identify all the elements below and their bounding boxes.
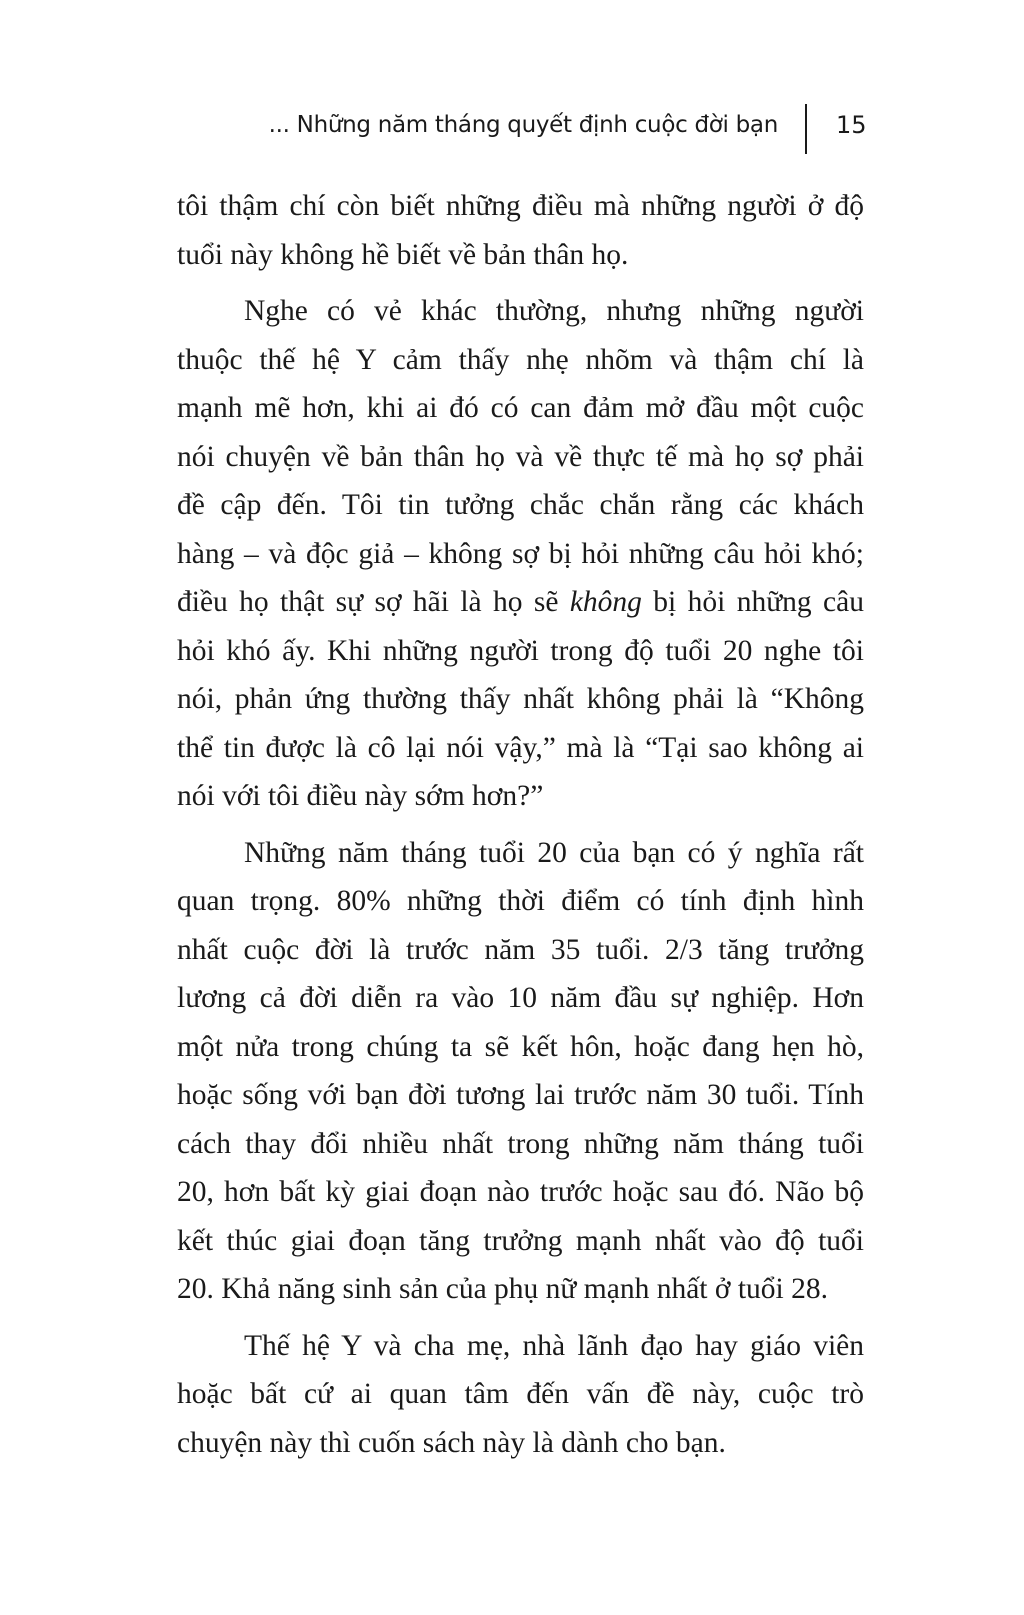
text-line <box>177 1120 864 1169</box>
text-segment: thể tin được là cô lại nói vậy,” mà là “Tại sao không ai <box>177 731 864 764</box>
text-line <box>177 627 864 676</box>
text-line <box>177 1071 864 1120</box>
text-segment: hoặc bất cứ ai quan tâm đến vấn đề này, cuộc trò <box>177 1378 864 1410</box>
paragraph <box>177 287 864 821</box>
text-segment: đề cập đến. Tôi tin tưởng chắc chắn rằng các khách <box>177 489 864 521</box>
text-line <box>177 433 864 482</box>
paragraph <box>177 1322 864 1468</box>
text-segment: kết thúc giai đoạn tăng trưởng mạnh nhất vào độ tuổi <box>177 1224 864 1257</box>
text-segment: nhất cuộc đời là trước năm 35 tuổi. 2/3 tăng trưởng <box>177 933 864 966</box>
paragraph <box>177 182 864 279</box>
text-line <box>177 926 864 975</box>
text-segment: Thế hệ Y và cha mẹ, nhà lãnh đạo hay giáo viên <box>244 1329 864 1362</box>
text-line <box>177 1168 864 1217</box>
text-line <box>177 481 864 530</box>
header-divider <box>805 104 807 154</box>
text-segment: hàng – và độc giả – không sợ bị hỏi những câu hỏi khó; <box>177 537 864 570</box>
text-segment: 20, hơn bất kỳ giai đoạn nào trước hoặc sau đó. Não bộ <box>177 1176 864 1208</box>
text-line <box>177 530 864 579</box>
text-line <box>177 336 864 385</box>
text-line <box>177 724 864 773</box>
text-line <box>177 1322 864 1371</box>
text-line <box>177 1370 864 1419</box>
text-segment: nói chuyện về bản thân họ và về thực tế mà họ sợ phải <box>177 440 864 473</box>
text-segment: Những năm tháng tuổi 20 của bạn có ý nghĩa rất <box>244 836 864 869</box>
text-segment: một nửa trong chúng ta sẽ kết hôn, hoặc đang hẹn hò, <box>177 1030 864 1063</box>
page-number: 15 <box>836 111 867 139</box>
text-segment: bị hỏi những câu <box>641 586 864 618</box>
text-line <box>177 1023 864 1072</box>
text-line <box>177 1265 864 1314</box>
text-line <box>177 877 864 926</box>
text-line <box>177 578 864 627</box>
text-segment: Nghe có vẻ khác thường, nhưng những người <box>244 295 864 327</box>
running-title: ... Những năm tháng quyết định cuộc đời bạn <box>268 112 778 138</box>
text-line <box>177 829 864 878</box>
text-segment: nói với tôi điều này sớm hơn?” <box>177 780 544 812</box>
text-line <box>177 974 864 1023</box>
italic-text: không <box>569 586 642 618</box>
text-line <box>177 231 864 280</box>
text-segment: mạnh mẽ hơn, khi ai đó có can đảm mở đầu một cuộc <box>177 392 864 424</box>
text-segment: hoặc sống với bạn đời tương lai trước năm 30 tuổi. Tính <box>177 1079 864 1111</box>
text-line <box>177 675 864 724</box>
text-segment: 20. Khả năng sinh sản của phụ nữ mạnh nhất ở tuổi 28. <box>177 1273 828 1305</box>
text-line <box>177 287 864 336</box>
body-text <box>177 182 864 1475</box>
running-header <box>0 104 1024 154</box>
text-segment: tuổi này không hề biết về bản thân họ. <box>177 238 629 271</box>
text-segment: chuyện này thì cuốn sách này là dành cho bạn. <box>177 1426 726 1459</box>
text-segment: nói, phản ứng thường thấy nhất không phải là “Không <box>177 683 864 715</box>
text-segment: thuộc thế hệ Y cảm thấy nhẹ nhõm và thậm chí là <box>177 343 864 376</box>
text-line <box>177 1217 864 1266</box>
text-segment: hỏi khó ấy. Khi những người trong độ tuổi 20 nghe tôi <box>177 634 864 667</box>
paragraph <box>177 829 864 1314</box>
text-segment: quan trọng. 80% những thời điểm có tính định hình <box>177 885 864 917</box>
text-segment: tôi thậm chí còn biết những điều mà những người ở độ <box>177 190 864 222</box>
text-segment: điều họ thật sự sợ hãi là họ sẽ <box>177 586 570 618</box>
text-line <box>177 182 864 231</box>
text-line <box>177 1419 864 1468</box>
text-segment: lương cả đời diễn ra vào 10 năm đầu sự nghiệp. Hơn <box>177 982 864 1014</box>
text-line <box>177 772 864 821</box>
text-line <box>177 384 864 433</box>
text-segment: cách thay đổi nhiều nhất trong những năm tháng tuổi <box>177 1127 864 1160</box>
